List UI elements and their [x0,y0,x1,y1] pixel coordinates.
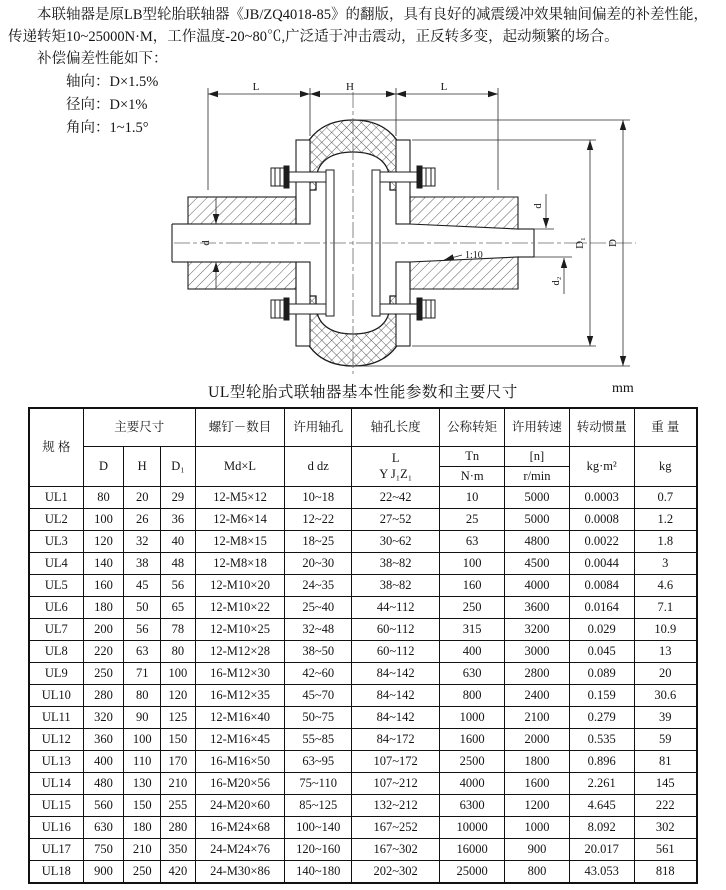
table-row [29,729,697,751]
col-bore-length-sub [352,447,440,487]
cell: 24~35 [285,575,352,597]
row-spec: UL1 [29,487,83,509]
cell: 120 [83,531,124,553]
cell: 160 [83,575,124,597]
cell: 250 [440,597,505,619]
cell: 302 [634,817,697,839]
cell: 12-M10×22 [195,597,285,619]
cell: 12-M10×25 [195,619,285,641]
cell: 24-M30×86 [195,861,285,884]
cell: 4.6 [634,575,697,597]
table-row [29,663,697,685]
cell: 20 [124,487,161,509]
cell: 0.896 [569,751,634,773]
cell: 110 [124,751,161,773]
cell: 250 [124,861,161,884]
cell: 84~142 [352,707,440,729]
cell: 800 [440,685,505,707]
cell: 1000 [505,817,570,839]
col-torque-sub [440,447,505,487]
cell: 900 [505,839,570,861]
cell: 63 [124,641,161,663]
cell: 10 [440,487,505,509]
taper-label: 1:10 [465,250,483,261]
col-weight: 重 量 [634,408,697,447]
cell: 220 [83,641,124,663]
cell: 250 [83,663,124,685]
cell: 20 [634,663,697,685]
cell: 167~252 [352,817,440,839]
cell: 0.7 [634,487,697,509]
col-D1: D₁ [161,447,196,487]
table-row [29,795,697,817]
cell: 6300 [440,795,505,817]
cell: 80 [83,487,124,509]
torque-unit: N·m [460,468,484,483]
cell: 0.029 [569,619,634,641]
table-row [29,751,697,773]
cell: 12-M8×18 [195,553,285,575]
row-spec: UL12 [29,729,83,751]
cell: 140 [83,553,124,575]
row-spec: UL15 [29,795,83,817]
cell: 25000 [440,861,505,884]
row-spec: UL3 [29,531,83,553]
cell: 56 [161,575,196,597]
cell: 750 [83,839,124,861]
col-screws-sub: Md×L [195,447,285,487]
cell: 420 [161,861,196,884]
table-row [29,861,697,884]
table-row [29,773,697,795]
cell: 56 [124,619,161,641]
col-H: H [124,447,161,487]
cell: 4.645 [569,795,634,817]
cell: 12-M16×40 [195,707,285,729]
cell: 4000 [440,773,505,795]
cell: 75~110 [285,773,352,795]
cell: 48 [161,553,196,575]
cell: 120~160 [285,839,352,861]
cell: 12-M6×14 [195,509,285,531]
table-row [29,817,697,839]
cell: 8.092 [569,817,634,839]
dim-label-D1: D₁ [574,237,586,249]
cell: 12-M16×45 [195,729,285,751]
cell: 630 [440,663,505,685]
cell: 222 [634,795,697,817]
cell: 107~172 [352,751,440,773]
cell: 32 [124,531,161,553]
cell: 38~82 [352,553,440,575]
cell: 16-M12×35 [195,685,285,707]
col-inertia: 转动惯量 [569,408,634,447]
row-spec: UL16 [29,817,83,839]
cell: 180 [83,597,124,619]
cell: 561 [634,839,697,861]
bore-length-sub1: L [391,450,400,465]
cell: 150 [124,795,161,817]
cell: 0.279 [569,707,634,729]
cell: 210 [161,773,196,795]
cell: 12~22 [285,509,352,531]
cell: 60~112 [352,619,440,641]
col-weight-sub: kg [634,447,697,487]
row-spec: UL8 [29,641,83,663]
cell: 13 [634,641,697,663]
cell: 22~42 [352,487,440,509]
cell: 350 [161,839,196,861]
cell: 43.053 [569,861,634,884]
cell: 42~60 [285,663,352,685]
cell: 0.0022 [569,531,634,553]
cell: 3200 [505,619,570,641]
cell: 100~140 [285,817,352,839]
cell: 4000 [505,575,570,597]
cell: 1.8 [634,531,697,553]
cell: 1000 [440,707,505,729]
cell: 160 [440,575,505,597]
table-row [29,487,697,509]
parameter-table [28,407,698,884]
intro-paragraph: 本联轴器是原LB型轮胎联轴器《JB/ZQ4018-85》的翻版，具有良好的减震缓冲效果轴间偏差的补差性能，传递转矩10~25000N·M，工作温度-20~80℃,广泛适于冲击震动，正反转多变，起动频繁的场合。 [8,7,709,45]
cell: 0.045 [569,641,634,663]
cell: 84~142 [352,685,440,707]
cell: 150 [161,729,196,751]
row-spec: UL9 [29,663,83,685]
cell: 36 [161,509,196,531]
cell: 130 [124,773,161,795]
cell: 16000 [440,839,505,861]
bore-length-sub2: Y J₁Z₁ [379,466,413,481]
cell: 0.089 [569,663,634,685]
cell: 16-M12×30 [195,663,285,685]
cell: 2000 [505,729,570,751]
cell: 0.0008 [569,509,634,531]
coupling-drawing [168,78,688,380]
table-row [29,839,697,861]
cell: 71 [124,663,161,685]
cell: 170 [161,751,196,773]
cell: 45 [124,575,161,597]
cell: 39 [634,707,697,729]
cell: 90 [124,707,161,729]
cell: 0.0084 [569,575,634,597]
cell: 24-M24×76 [195,839,285,861]
cell: 60~112 [352,641,440,663]
cell: 24-M20×60 [195,795,285,817]
row-spec: UL17 [29,839,83,861]
cell: 120 [161,685,196,707]
cell: 40 [161,531,196,553]
cell: 0.0003 [569,487,634,509]
cell: 84~142 [352,663,440,685]
table-row [29,531,697,553]
cell: 12-M8×15 [195,531,285,553]
cell: 1.2 [634,509,697,531]
cell: 59 [634,729,697,751]
cell: 0.0164 [569,597,634,619]
col-bore: 许用轴孔 [285,408,352,447]
cell: 100 [440,553,505,575]
row-spec: UL7 [29,619,83,641]
cell: 26 [124,509,161,531]
cell: 30~62 [352,531,440,553]
coupling-section-svg [168,78,688,380]
dim-label-d-left: d [201,240,212,246]
cell: 80 [161,641,196,663]
cell: 200 [83,619,124,641]
table-body [29,487,697,884]
cell: 81 [634,751,697,773]
cell: 2400 [505,685,570,707]
cell: 3 [634,553,697,575]
cell: 100 [124,729,161,751]
row-spec: UL13 [29,751,83,773]
col-bore-sub: d dz [285,447,352,487]
dim-label-d2: d₂ [551,276,562,286]
cell: 1600 [505,773,570,795]
col-bore-length: 轴孔长度 [352,408,440,447]
cell: 3000 [505,641,570,663]
cell: 0.535 [569,729,634,751]
cell: 20~30 [285,553,352,575]
cell: 315 [440,619,505,641]
row-spec: UL5 [29,575,83,597]
col-D: D [83,447,124,487]
cell: 27~52 [352,509,440,531]
cell: 45~70 [285,685,352,707]
cell: 10000 [440,817,505,839]
col-screws: 螺钉－数目 [195,408,285,447]
cell: 50 [124,597,161,619]
cell: 0.0044 [569,553,634,575]
dim-d2 [534,257,572,294]
table-caption [28,380,698,404]
table-row [29,619,697,641]
cell: 800 [505,861,570,884]
col-inertia-sub: kg·m² [569,447,634,487]
cell: 16-M20×56 [195,773,285,795]
dim-label-l-right: L [440,81,448,93]
table-title: UL型轮胎式联轴器基本性能参数和主要尺寸 [208,384,518,401]
dim-label-h: H [346,81,354,93]
cell: 25 [440,509,505,531]
col-spec: 规 格 [29,408,83,487]
spec-radial: 径向：D×1% [66,97,148,113]
cell: 2.261 [569,773,634,795]
cell: 320 [83,707,124,729]
cell: 145 [634,773,697,795]
cell: 125 [161,707,196,729]
cell: 0.159 [569,685,634,707]
cell: 65 [161,597,196,619]
unit-label: mm [612,381,634,396]
cell: 480 [83,773,124,795]
dim-label-d-right: d [533,203,544,209]
cell: 4500 [505,553,570,575]
cell: 80 [124,685,161,707]
cell: 12-M5×12 [195,487,285,509]
spec-axial: 轴向：D×1.5% [66,74,159,90]
compensation-heading: 补偿偏差性能如下： [37,51,168,67]
row-spec: UL14 [29,773,83,795]
cell: 7.1 [634,597,697,619]
cell: 2800 [505,663,570,685]
dim-label-D: D [607,239,619,247]
cell: 10.9 [634,619,697,641]
cell: 560 [83,795,124,817]
speed-symbol: [n] [505,447,569,467]
cell: 818 [634,861,697,884]
cell: 140~180 [285,861,352,884]
cell: 255 [161,795,196,817]
table-row [29,685,697,707]
cell: 900 [83,861,124,884]
cell: 78 [161,619,196,641]
cell: 210 [124,839,161,861]
cell: 4800 [505,531,570,553]
cell: 55~85 [285,729,352,751]
table-row [29,575,697,597]
cell: 2100 [505,707,570,729]
cell: 38 [124,553,161,575]
cell: 202~302 [352,861,440,884]
dim-label-l-left: L [252,81,260,93]
row-spec: UL4 [29,553,83,575]
cell: 132~212 [352,795,440,817]
table-header [29,408,697,487]
col-speed: 许用转速 [505,408,570,447]
cell: 2500 [440,751,505,773]
cell: 10~18 [285,487,352,509]
cell: 32~48 [285,619,352,641]
cell: 100 [161,663,196,685]
col-torque: 公称转矩 [440,408,505,447]
table-row [29,509,697,531]
cell: 38~50 [285,641,352,663]
row-spec: UL18 [29,861,83,884]
cell: 30.6 [634,685,697,707]
col-main-dims: 主要尺寸 [83,408,195,447]
cell: 63~95 [285,751,352,773]
col-speed-sub [505,447,570,487]
cell: 84~172 [352,729,440,751]
cell: 400 [83,751,124,773]
cell: 1800 [505,751,570,773]
row-spec: UL6 [29,597,83,619]
cell: 20.017 [569,839,634,861]
cell: 50~75 [285,707,352,729]
cell: 1200 [505,795,570,817]
row-spec: UL11 [29,707,83,729]
cell: 44~112 [352,597,440,619]
dim-d-right [534,194,554,229]
cell: 85~125 [285,795,352,817]
cell: 400 [440,641,505,663]
cell: 18~25 [285,531,352,553]
table-row [29,553,697,575]
cell: 630 [83,817,124,839]
spec-angular: 角向：1~1.5° [66,120,149,136]
cell: 12-M12×28 [195,641,285,663]
torque-symbol: Tn [440,447,504,467]
cell: 100 [83,509,124,531]
cell: 16-M24×68 [195,817,285,839]
cell: 29 [161,487,196,509]
cell: 3600 [505,597,570,619]
table-row [29,641,697,663]
cell: 16-M16×50 [195,751,285,773]
cell: 167~302 [352,839,440,861]
cell: 180 [124,817,161,839]
cell: 5000 [505,487,570,509]
cell: 63 [440,531,505,553]
table-row [29,707,697,729]
speed-unit: r/min [523,468,551,483]
row-spec: UL2 [29,509,83,531]
cell: 107~212 [352,773,440,795]
cell: 12-M10×20 [195,575,285,597]
cell: 360 [83,729,124,751]
cell: 1600 [440,729,505,751]
row-spec: UL10 [29,685,83,707]
cell: 25~40 [285,597,352,619]
cell: 280 [161,817,196,839]
cell: 280 [83,685,124,707]
cell: 5000 [505,509,570,531]
table-row [29,597,697,619]
cell: 38~82 [352,575,440,597]
